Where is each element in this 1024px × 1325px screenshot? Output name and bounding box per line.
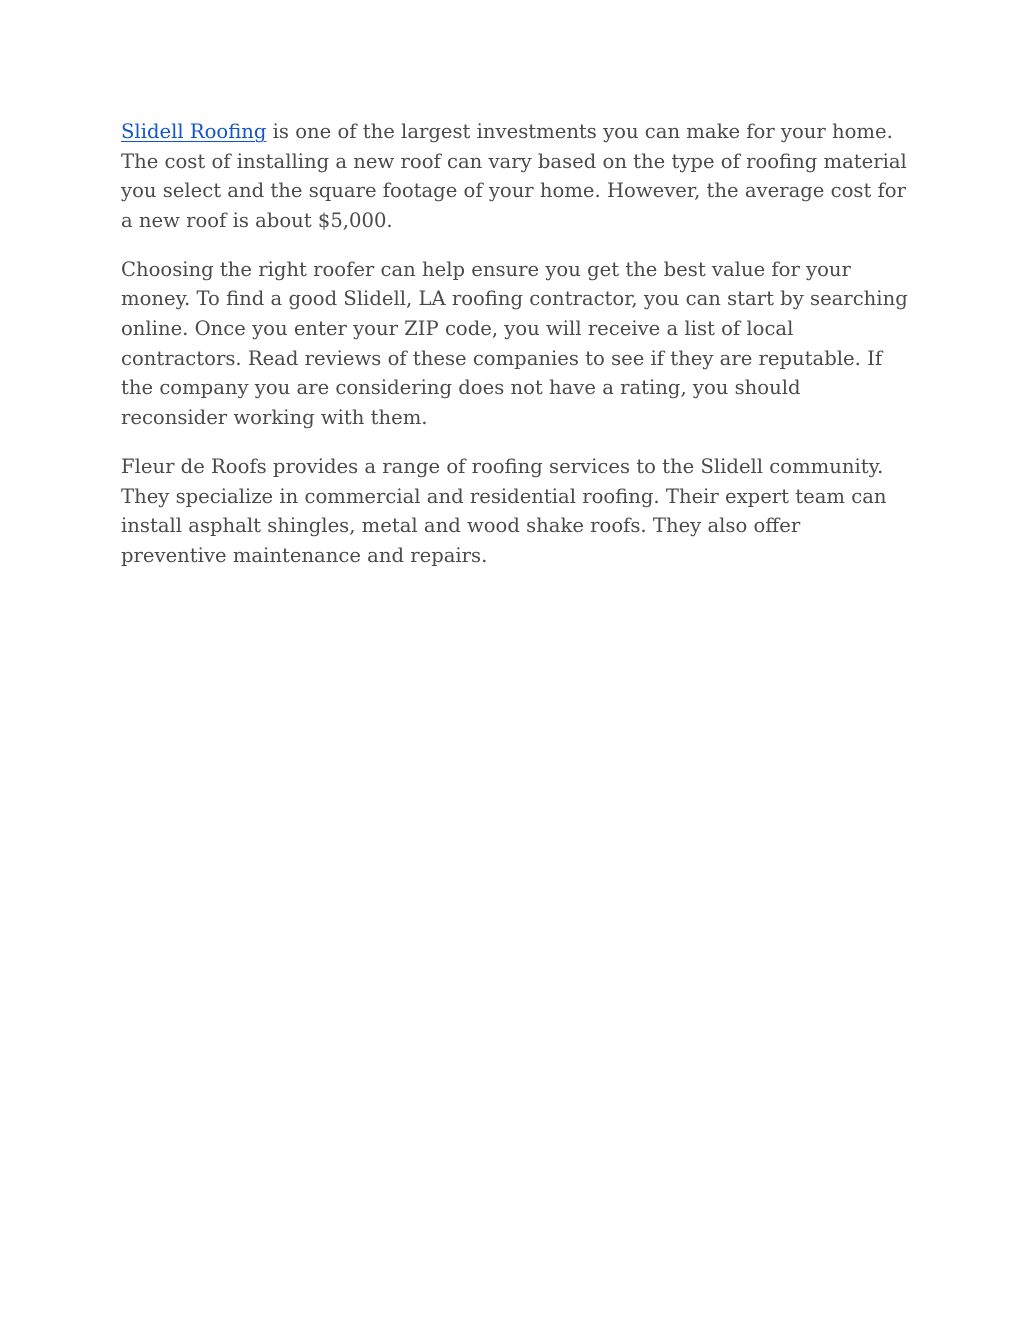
paragraph-roof-investment xyxy=(121,117,911,235)
slidell-roofing-link[interactable]: Slidell Roofing xyxy=(121,120,267,143)
paragraph-choosing-roofer: Choosing the right roofer can help ensure you get the best value for your money. To find a good Slidell, LA roofing contractor, you can start by searching online. Once you enter your ZIP code, you will receive a list of local contractors. Read reviews of these companies to see if they are reputable. If the company you are considering does not have a rating, you should reconsider working with them. xyxy=(121,257,908,429)
document-body xyxy=(121,117,911,590)
paragraph-roof-investment-text: is one of the largest investments you can make for your home. The cost of installing a new roof can vary based on the type of roofing material you select and the square footage of your home. However, the average cost for a new roof is about $5,000. xyxy=(121,120,907,232)
paragraph-fleur-de-roofs: Fleur de Roofs provides a range of roofing services to the Slidell community. They specialize in commercial and residential roofing. Their expert team can install asphalt shingles, metal and wood shake roofs. They also offer preventive maintenance and repairs. xyxy=(121,454,887,567)
